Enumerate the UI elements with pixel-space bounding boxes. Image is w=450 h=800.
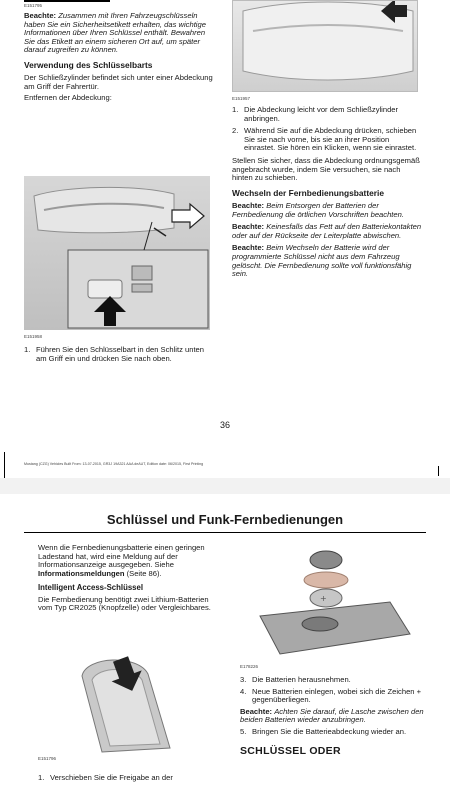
note-3 <box>232 223 422 240</box>
right-step-4 <box>240 688 430 705</box>
page-gap <box>0 478 450 494</box>
step-number: 1. <box>24 345 31 354</box>
right-step-5 <box>240 728 430 737</box>
step-number: 4. <box>240 686 247 696</box>
note-text: Keinesfalls das Fett auf den Batteriekontakten oder auf der Rückseite der Leiterplatte abwischen. <box>232 222 422 240</box>
left-step-1 <box>38 774 218 783</box>
left-column <box>24 12 214 103</box>
svg-text:+: + <box>320 594 327 603</box>
battery-illustration <box>240 542 426 662</box>
fig-label-e151958: E151958 <box>24 334 43 339</box>
fig-label-e178226: E178226 <box>240 664 259 669</box>
page-title: Schlüssel und Funk-Fernbedienungen <box>106 512 344 527</box>
section-heading-battery: Wechseln der Fernbedienungsbatterie <box>232 187 385 198</box>
step-number: 2. <box>232 126 239 136</box>
right-step-1 <box>232 106 422 123</box>
note-label: Beachte: <box>240 706 273 716</box>
crop-mark-right <box>438 466 439 476</box>
text: Wenn die Fernbedienungsbatterie einen geringen Ladestand hat, wird eine Meldung auf der Informationsanzeige ausgegeben. Siehe <box>38 543 205 570</box>
step-text: Verschieben Sie die Freigabe an der <box>50 773 173 782</box>
top-left-bar <box>24 0 110 2</box>
paragraph-low-battery <box>38 544 218 578</box>
page-number: 36 <box>219 420 230 430</box>
note-label: Beachte: <box>232 243 265 253</box>
right-step-2 <box>232 127 422 153</box>
note-label: Beachte: <box>232 200 265 210</box>
fig-label-e151957: E151957 <box>232 96 251 101</box>
left-step-1 <box>24 346 214 363</box>
crop-mark-left <box>4 452 5 478</box>
note-text: Achten Sie darauf, die Lasche zwischen den beiden Batterien wieder anzubringen. <box>240 706 424 725</box>
section-heading-key-blade: Verwendung des Schlüsselbarts <box>24 59 153 70</box>
note-1 <box>24 12 214 55</box>
fig-label-e151795: E151795 <box>24 3 43 8</box>
reference-link[interactable]: Informationsmeldungen <box>38 568 125 578</box>
title-rule <box>24 532 426 533</box>
right-column <box>240 676 430 757</box>
note-text: Zusammen mit Ihren Fahrzeugschlüsseln haben Sie ein Sicherheitsetikett erhalten, das wichtige Informationen über Ihren Schlüssel enthält. Bewahren Sie das Etikett an einem sicheren Ort auf, um später darauf zugreifen zu können. <box>24 11 206 55</box>
page-2 <box>0 494 450 800</box>
step-text: Während Sie auf die Abdeckung drücken, schieben Sie sie nach vorne, bis sie an ihrer Position einrastet. Sie hören ein Klicken, wenn sie einrastet. <box>244 126 417 153</box>
section-heading-intelligent-access: Intelligent Access-Schlüssel <box>38 583 144 593</box>
text: (Seite 86). <box>124 568 162 578</box>
step-number: 3. <box>240 675 247 684</box>
step-number: 5. <box>240 726 247 736</box>
step-number: 1. <box>38 773 45 782</box>
cover-illustration <box>232 0 418 92</box>
note-2 <box>232 202 422 219</box>
note-text: Beim Entsorgen der Batterien der Fernbedienung die örtlichen Vorschriften beachten. <box>232 200 404 219</box>
note <box>240 708 430 725</box>
paragraph-lock-cylinder: Der Schließzylinder befindet sich unter einer Abdeckung am Griff der Fahrertür. <box>24 73 213 91</box>
section-heading-key-or: SCHLÜSSEL ODER <box>240 744 341 757</box>
step-text: Führen Sie den Schlüsselbart in den Schlitz unten am Griff ein und drücken Sie nach oben. <box>36 345 205 363</box>
note-4 <box>232 244 422 278</box>
step-text: Die Abdeckung leicht vor dem Schließzylinder anbringen. <box>244 105 399 123</box>
step-text: Bringen Sie die Batterieabdeckung wieder an. <box>252 726 407 736</box>
fig-label-e151796: E151796 <box>38 756 57 761</box>
right-column <box>232 106 422 279</box>
paragraph-remove-cover: Entfernen der Abdeckung: <box>24 93 112 103</box>
right-step-3 <box>240 676 430 685</box>
note-text: Beim Wechseln der Batterie wird der programmierte Schlüssel nicht aus dem Fahrzeug gelöscht. Die Fernbedienung sollte voll funktionsfähig sein. <box>232 243 412 279</box>
step-text: Neue Batterien einlegen, wobei sich die Zeichen + gegenüberliegen. <box>252 686 422 705</box>
key-fob-illustration <box>38 646 218 754</box>
paragraph-check-cover: Stellen Sie sicher, dass die Abdeckung ordnungsgemäß angebracht wurde, indem Sie versuchen, sie nach hinten zu schieben. <box>232 155 420 183</box>
paragraph-battery-type: Die Fernbedienung benötigt zwei Lithium-Batterien vom Typ CR2025 (Knopfzelle) oder Vergleichbares. <box>38 594 211 613</box>
note-label: Beachte: <box>232 222 265 232</box>
left-column <box>38 544 218 613</box>
page-footer: Mustang (CZG) Vehicles Built From: 13-07-2015, GR3J 19A321 AAA deAUT, Edition date: 06/2015, First Printing <box>24 462 204 466</box>
step-text: Die Batterien herausnehmen. <box>252 675 351 684</box>
note-label: Beachte: <box>24 11 57 20</box>
step-number: 1. <box>232 105 239 114</box>
door-handle-illustration <box>24 176 210 330</box>
